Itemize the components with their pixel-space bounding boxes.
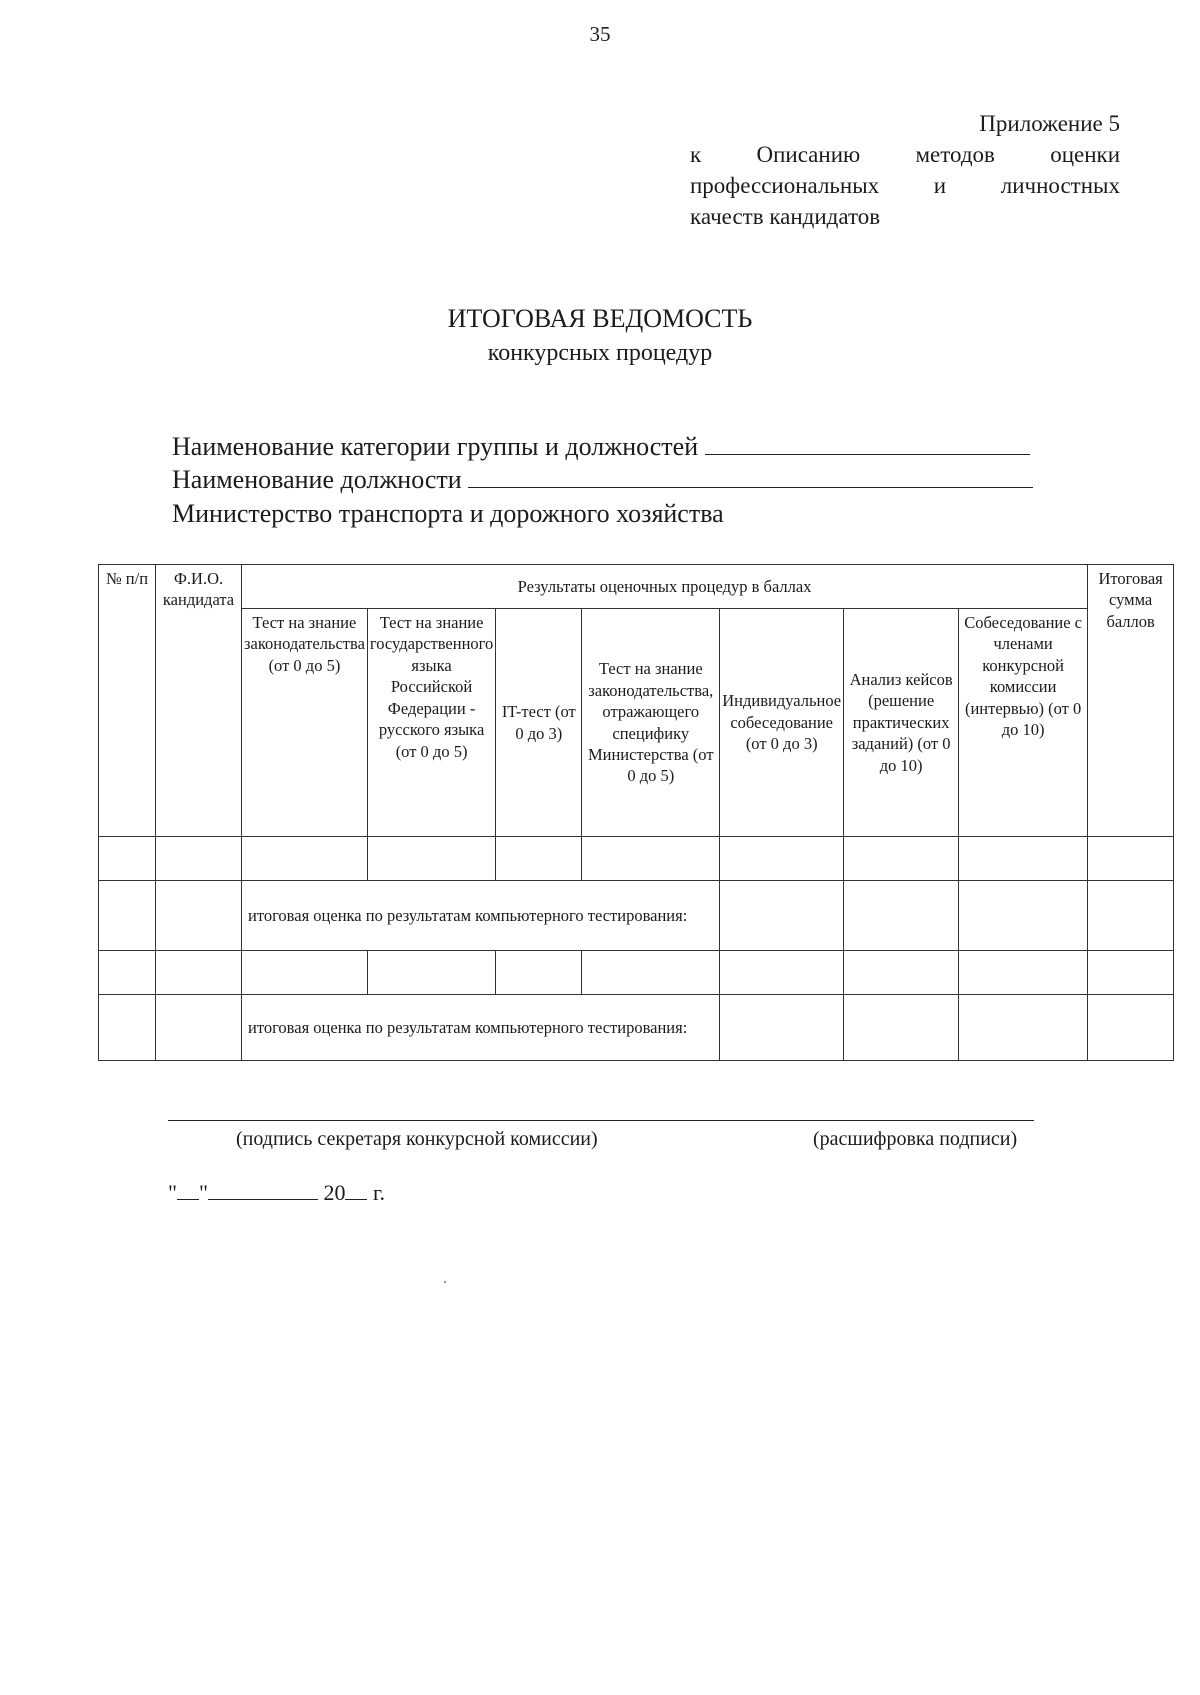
table-cell[interactable]: [720, 881, 844, 951]
header-total: Итоговая сумма баллов: [1088, 565, 1174, 837]
table-cell[interactable]: [242, 951, 368, 995]
appendix-header: [690, 108, 1120, 232]
open-quote: ": [168, 1180, 177, 1205]
table-cell[interactable]: [1088, 881, 1174, 951]
position-label: Наименование должности: [172, 465, 462, 494]
year-prefix: 20: [323, 1180, 346, 1205]
year-suffix: г.: [372, 1180, 386, 1205]
table-row: [99, 951, 1174, 995]
header-number: № п/п: [99, 565, 156, 837]
appendix-word: методов: [915, 142, 995, 167]
appendix-line-3: [690, 170, 1120, 201]
category-label: Наименование категории группы и должностей: [172, 432, 699, 461]
table-cell[interactable]: [959, 881, 1088, 951]
table-cell[interactable]: [99, 995, 156, 1061]
table-cell[interactable]: [156, 837, 242, 881]
summary-label: итоговая оценка по результатам компьютерного тестирования:: [242, 995, 720, 1061]
subheader-ministry-law-test: Тест на знание законодательства, отражающего специфику Министерства (от 0 до 5): [582, 609, 720, 837]
date-line: [168, 1180, 385, 1206]
year-blank[interactable]: [345, 1181, 367, 1200]
table-cell[interactable]: [99, 951, 156, 995]
appendix-word: к: [690, 142, 702, 167]
table-cell[interactable]: [496, 951, 582, 995]
appendix-word: личностных: [1000, 173, 1120, 198]
close-quote: ": [198, 1180, 208, 1205]
table-cell[interactable]: [959, 837, 1088, 881]
secretary-signature-caption: (подпись секретаря конкурсной комиссии): [236, 1128, 598, 1150]
category-fill-line[interactable]: [705, 432, 1030, 455]
table-cell[interactable]: [367, 837, 495, 881]
subheader-law-test: Тест на знание законодательства (от 0 до 5): [242, 609, 368, 837]
table-cell[interactable]: [99, 881, 156, 951]
table-cell[interactable]: [156, 881, 242, 951]
subheader-it-test: IT-тест (от 0 до 3): [496, 609, 582, 837]
appendix-word: Описанию: [756, 142, 861, 167]
table-cell[interactable]: [844, 995, 959, 1061]
subheader-row: [99, 609, 1174, 837]
appendix-line-4: качеств кандидатов: [690, 204, 881, 229]
table-cell[interactable]: [496, 837, 582, 881]
category-field: [172, 432, 1030, 462]
table-cell[interactable]: [1088, 995, 1174, 1061]
document-subtitle: конкурсных процедур: [487, 340, 713, 366]
month-blank[interactable]: [208, 1181, 318, 1200]
table-cell[interactable]: [959, 951, 1088, 995]
table-cell[interactable]: [582, 951, 720, 995]
subheader-interview: Индивидуальное собеседование (от 0 до 3): [720, 609, 844, 837]
subheader-language-test: Тест на знание государственного языка Российской Федерации - русского языка (от 0 до 5): [367, 609, 495, 837]
signature-line[interactable]: [168, 1120, 1034, 1121]
day-blank[interactable]: [177, 1181, 199, 1200]
summary-label: итоговая оценка по результатам компьютерного тестирования:: [242, 881, 720, 951]
table-cell[interactable]: [844, 837, 959, 881]
appendix-word: оценки: [1050, 142, 1120, 167]
table-cell[interactable]: [1088, 951, 1174, 995]
appendix-word: профессиональных: [690, 173, 880, 198]
page-number: 35: [589, 22, 611, 46]
results-table: [98, 564, 1174, 1061]
appendix-word: и: [933, 173, 947, 198]
table-cell[interactable]: [959, 995, 1088, 1061]
header-results: Результаты оценочных процедур в баллах: [242, 565, 1088, 609]
table-cell[interactable]: [844, 951, 959, 995]
table-cell[interactable]: [367, 951, 495, 995]
header-name: Ф.И.О. кандидата: [156, 565, 242, 837]
table-cell[interactable]: [844, 881, 959, 951]
header-row: [99, 565, 1174, 609]
appendix-line-2: [690, 139, 1120, 170]
table-cell[interactable]: [242, 837, 368, 881]
table-cell[interactable]: [582, 837, 720, 881]
table-cell[interactable]: [156, 951, 242, 995]
position-field: [172, 465, 1033, 495]
summary-row: [99, 881, 1174, 951]
table-cell[interactable]: [720, 995, 844, 1061]
table-cell[interactable]: [720, 951, 844, 995]
subheader-commission-interview: Собеседование с членами конкурсной комиссии (интервью) (от 0 до 10): [959, 609, 1088, 837]
table-cell[interactable]: [720, 837, 844, 881]
subheader-case-analysis: Анализ кейсов (решение практических заданий) (от 0 до 10): [844, 609, 959, 837]
document-title: ИТОГОВАЯ ВЕДОМОСТЬ: [447, 304, 753, 333]
appendix-title: Приложение 5: [979, 111, 1120, 136]
ministry-line: Министерство транспорта и дорожного хозяйства: [172, 499, 724, 528]
table-cell[interactable]: [99, 837, 156, 881]
table-row: [99, 837, 1174, 881]
position-fill-line[interactable]: [468, 465, 1033, 488]
table-cell[interactable]: [1088, 837, 1174, 881]
signature-decoding-caption: (расшифровка подписи): [813, 1128, 1018, 1150]
summary-row: [99, 995, 1174, 1061]
scan-speck: [444, 1281, 446, 1283]
table-cell[interactable]: [156, 995, 242, 1061]
